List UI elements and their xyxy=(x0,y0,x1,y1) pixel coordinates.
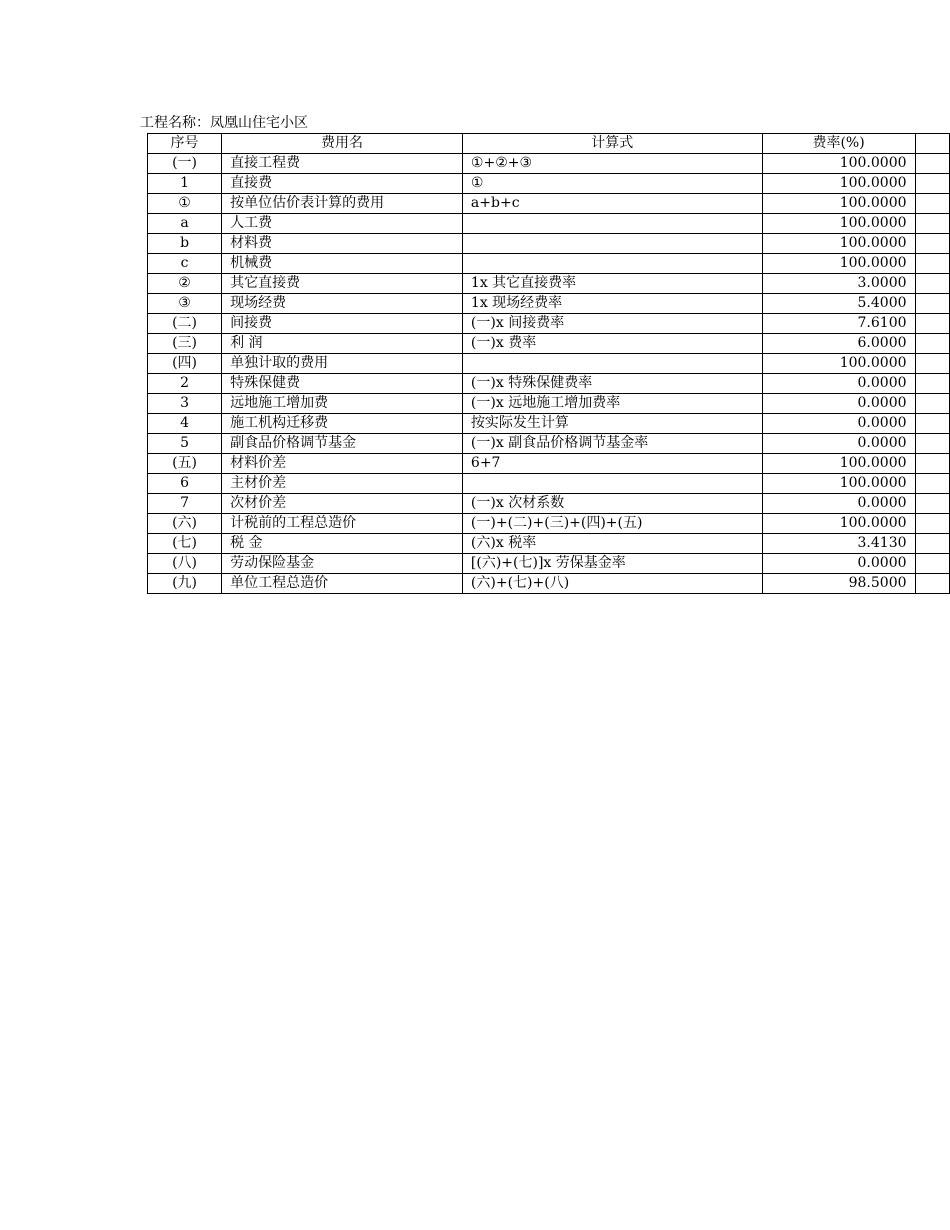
row-rate: 100.0000 xyxy=(762,514,915,534)
header-rate: 费率(%) xyxy=(762,134,915,154)
table-row xyxy=(148,214,950,234)
table-header-row xyxy=(148,134,950,154)
row-fee-name: 远地施工增加费 xyxy=(222,394,463,414)
row-serial: c xyxy=(148,254,222,274)
row-fee-name: 按单位估价表计算的费用 xyxy=(222,194,463,214)
row-rate: 100.0000 xyxy=(762,174,915,194)
row-rate: 100.0000 xyxy=(762,254,915,274)
row-rate: 100.0000 xyxy=(762,354,915,374)
row-extra xyxy=(915,534,949,554)
row-fee-name: 副食品价格调节基金 xyxy=(222,434,463,454)
row-rate: 100.0000 xyxy=(762,194,915,214)
table-row xyxy=(148,394,950,414)
row-extra xyxy=(915,154,949,174)
row-fee-name: 间接费 xyxy=(222,314,463,334)
row-extra xyxy=(915,454,949,474)
row-serial: (五) xyxy=(148,454,222,474)
row-rate: 100.0000 xyxy=(762,214,915,234)
row-extra xyxy=(915,334,949,354)
row-fee-name: 直接费 xyxy=(222,174,463,194)
row-fee-name: 计税前的工程总造价 xyxy=(222,514,463,534)
row-formula: 6+7 xyxy=(462,454,762,474)
row-serial: ③ xyxy=(148,294,222,314)
table-row xyxy=(148,374,950,394)
row-serial: 2 xyxy=(148,374,222,394)
row-fee-name: 施工机构迁移费 xyxy=(222,414,463,434)
table-row xyxy=(148,514,950,534)
row-formula: (六)x 税率 xyxy=(462,534,762,554)
row-extra xyxy=(915,394,949,414)
row-extra xyxy=(915,554,949,574)
row-formula: a+b+c xyxy=(462,194,762,214)
table-row xyxy=(148,534,950,554)
row-serial: b xyxy=(148,234,222,254)
row-formula xyxy=(462,214,762,234)
row-serial: 5 xyxy=(148,434,222,454)
row-fee-name: 劳动保险基金 xyxy=(222,554,463,574)
row-extra xyxy=(915,494,949,514)
row-fee-name: 现场经费 xyxy=(222,294,463,314)
project-label: 工程名称： xyxy=(140,115,210,131)
row-fee-name: 主材价差 xyxy=(222,474,463,494)
row-extra xyxy=(915,174,949,194)
row-extra xyxy=(915,354,949,374)
row-rate: 0.0000 xyxy=(762,434,915,454)
table-row xyxy=(148,474,950,494)
header-serial: 序号 xyxy=(148,134,222,154)
row-extra xyxy=(915,314,949,334)
table-row xyxy=(148,194,950,214)
row-rate: 100.0000 xyxy=(762,474,915,494)
row-rate: 100.0000 xyxy=(762,234,915,254)
row-extra xyxy=(915,434,949,454)
row-rate: 5.4000 xyxy=(762,294,915,314)
row-fee-name: 单位工程总造价 xyxy=(222,574,463,594)
row-formula: (一)x 间接费率 xyxy=(462,314,762,334)
row-formula: 按实际发生计算 xyxy=(462,414,762,434)
fee-table xyxy=(147,133,950,594)
row-rate: 100.0000 xyxy=(762,454,915,474)
row-fee-name: 单独计取的费用 xyxy=(222,354,463,374)
row-serial: (七) xyxy=(148,534,222,554)
row-formula: (一)x 次材系数 xyxy=(462,494,762,514)
table-row xyxy=(148,254,950,274)
row-formula: (一)x 远地施工增加费率 xyxy=(462,394,762,414)
table-row xyxy=(148,274,950,294)
row-formula: [(六)+(七)]x 劳保基金率 xyxy=(462,554,762,574)
row-fee-name: 直接工程费 xyxy=(222,154,463,174)
row-fee-name: 人工费 xyxy=(222,214,463,234)
project-name: 凤凰山住宅小区 xyxy=(210,115,308,131)
table-row xyxy=(148,354,950,374)
row-rate: 0.0000 xyxy=(762,374,915,394)
row-rate: 0.0000 xyxy=(762,554,915,574)
row-formula: ①+②+③ xyxy=(462,154,762,174)
row-rate: 0.0000 xyxy=(762,414,915,434)
row-extra xyxy=(915,234,949,254)
row-serial: ① xyxy=(148,194,222,214)
table-row xyxy=(148,314,950,334)
row-rate: 7.6100 xyxy=(762,314,915,334)
table-row xyxy=(148,574,950,594)
table-row xyxy=(148,494,950,514)
row-fee-name: 利 润 xyxy=(222,334,463,354)
row-serial: 1 xyxy=(148,174,222,194)
row-formula: ① xyxy=(462,174,762,194)
row-rate: 0.0000 xyxy=(762,394,915,414)
header-fee-name: 费用名 xyxy=(222,134,463,154)
table-row xyxy=(148,294,950,314)
row-extra xyxy=(915,194,949,214)
row-extra xyxy=(915,274,949,294)
row-extra xyxy=(915,374,949,394)
row-formula: (六)+(七)+(八) xyxy=(462,574,762,594)
table-row xyxy=(148,414,950,434)
row-serial: (九) xyxy=(148,574,222,594)
row-rate: 6.0000 xyxy=(762,334,915,354)
row-rate: 3.0000 xyxy=(762,274,915,294)
row-formula: (一)x 费率 xyxy=(462,334,762,354)
table-row xyxy=(148,174,950,194)
table-row xyxy=(148,454,950,474)
row-extra xyxy=(915,474,949,494)
row-fee-name: 材料价差 xyxy=(222,454,463,474)
row-extra xyxy=(915,254,949,274)
row-serial: (六) xyxy=(148,514,222,534)
row-formula: 1x 其它直接费率 xyxy=(462,274,762,294)
row-formula xyxy=(462,354,762,374)
row-fee-name: 税 金 xyxy=(222,534,463,554)
row-serial: (三) xyxy=(148,334,222,354)
table-row xyxy=(148,554,950,574)
row-formula: (一)+(二)+(三)+(四)+(五) xyxy=(462,514,762,534)
row-serial: 3 xyxy=(148,394,222,414)
row-fee-name: 机械费 xyxy=(222,254,463,274)
row-serial: 6 xyxy=(148,474,222,494)
row-extra xyxy=(915,294,949,314)
row-serial: (四) xyxy=(148,354,222,374)
row-formula: (一)x 副食品价格调节基金率 xyxy=(462,434,762,454)
table-row xyxy=(148,154,950,174)
header-formula: 计算式 xyxy=(462,134,762,154)
row-extra xyxy=(915,574,949,594)
row-extra xyxy=(915,514,949,534)
row-fee-name: 特殊保健费 xyxy=(222,374,463,394)
row-formula: 1x 现场经费率 xyxy=(462,294,762,314)
row-rate: 98.5000 xyxy=(762,574,915,594)
row-serial: a xyxy=(148,214,222,234)
row-fee-name: 其它直接费 xyxy=(222,274,463,294)
table-row xyxy=(148,234,950,254)
header-extra xyxy=(915,134,949,154)
row-serial: 4 xyxy=(148,414,222,434)
row-rate: 100.0000 xyxy=(762,154,915,174)
project-title xyxy=(140,114,308,132)
row-serial: ② xyxy=(148,274,222,294)
row-formula xyxy=(462,234,762,254)
table-row xyxy=(148,434,950,454)
row-formula xyxy=(462,254,762,274)
row-serial: (八) xyxy=(148,554,222,574)
row-serial: (一) xyxy=(148,154,222,174)
row-rate: 0.0000 xyxy=(762,494,915,514)
row-fee-name: 材料费 xyxy=(222,234,463,254)
row-extra xyxy=(915,414,949,434)
row-extra xyxy=(915,214,949,234)
row-formula: (一)x 特殊保健费率 xyxy=(462,374,762,394)
row-formula xyxy=(462,474,762,494)
row-fee-name: 次材价差 xyxy=(222,494,463,514)
table-row xyxy=(148,334,950,354)
row-serial: 7 xyxy=(148,494,222,514)
row-serial: (二) xyxy=(148,314,222,334)
row-rate: 3.4130 xyxy=(762,534,915,554)
